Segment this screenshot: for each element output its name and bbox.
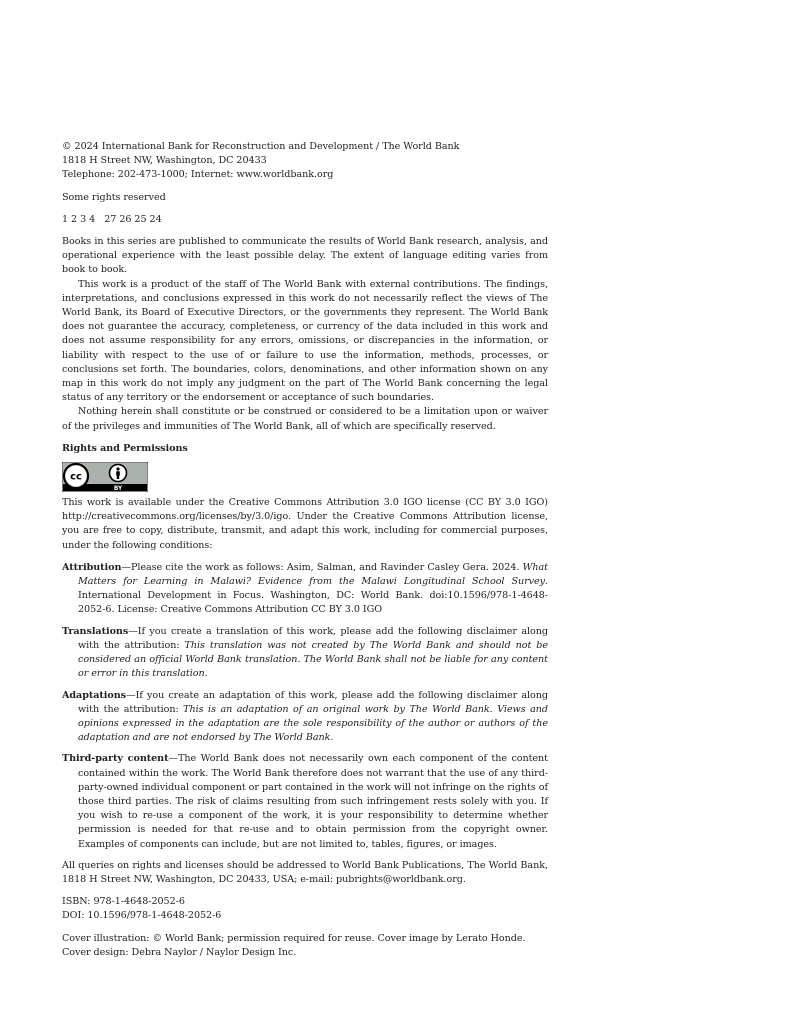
third-party-term: Third-party content [62,753,169,765]
intro-section [62,235,548,434]
license-text: This work is available under the Creative Commons Attribution 3.0 IGO license (CC BY 3.0 IGO) http://creativecommons.org/licenses/by/3.0/igo. Under the Creative Commons Attribution license, you are free to copy, distribute, transmit, and adapt this work, including for commercial purposes, under the following conditions: [62,497,548,551]
contact-line: Telephone: 202-473-1000; Internet: www.worldbank.org [62,169,334,181]
rights-heading: Rights and Permissions [62,442,188,454]
copyright-block [62,140,548,183]
intro-paragraph-2: This work is a product of the staff of The World Bank with external contributions. The findings, interpretations, and conclusions expressed in this work do not necessarily reflect the views of The World Bank, its Board of Executive Directors, or the governments they represent. The World Bank does not guarantee the accuracy, completeness, or currency of the data included in this work and does not assume responsibility for any errors, omissions, or discrepancies in the information, or liability with respect to the use of or failure to use the information, methods, processes, or conclusions set forth. The boundaries, colors, denominations, and other information shown on any map in this work do not imply any judgment on the part of The World Bank concerning the legal status of any territory or the endorsement or acceptance of such boundaries. [62,278,548,404]
attribution-text-b: . International Development in Focus. Washington, DC: World Bank. doi:10.1596/978-1-4648-2052-6. License: Creative Commons Attribution CC BY 3.0 IGO [78,576,548,616]
isbn: ISBN: 978-1-4648-2052-6 [62,896,185,908]
third-party-clause [62,752,548,851]
address-line: 1818 H Street NW, Washington, DC 20433 [62,155,267,167]
adaptations-clause [62,689,548,746]
cover-design-credit: Cover design: Debra Naylor / Naylor Design Inc. [62,946,297,958]
cc-by-license-badge [62,462,148,492]
third-party-text: —The World Bank does not necessarily own each component of the content contained within the work. The World Bank therefore does not warrant that the use of any third-party-owned individual component or part contained in the work will not infringe on the rights of those third parties. The risk of claims resulting from such infringement rests solely with you. If you wish to re-use a component of the work, it is your responsibility to determine whether permission is needed for that re-use and to obtain permission from the copyright owner. Examples of components can include, but are not limited to, tables, figures, or images. [78,753,548,850]
queries-text: All queries on rights and licenses should be addressed to World Bank Publications, The World Bank, 1818 H Street NW, Washington, DC 20433, USA; e-mail: pubrights@worldbank.org. [62,859,548,885]
svg-text:cc: cc [70,471,82,483]
doi: DOI: 10.1596/978-1-4648-2052-6 [62,910,222,922]
translations-text: —If you create a translation of this work, please add the following disclaimer along with the attribution: [78,625,548,651]
copyright-page [62,140,548,960]
translations-term: Translations [62,625,129,637]
by-label: BY [113,485,123,492]
adaptations-term: Adaptations [62,689,127,701]
cover-credits [62,932,548,960]
print-line: 1 2 3 4 27 26 25 24 [62,213,162,225]
attribution-term: Attribution [62,561,122,573]
person-icon [110,465,127,482]
attribution-clause [62,561,548,618]
translations-clause [62,625,548,682]
attribution-title: What Matters for Learning in Malawi? Evidence from the Malawi Longitudinal School Survey [78,561,548,588]
copyright-line: © 2024 International Bank for Reconstruction and Development / The World Bank [62,141,460,152]
adaptations-disclaimer: This is an adaptation of an original work by The World Bank. Views and opinions expressed in the adaptation are the sole responsibility of the author or authors of the adaptation and are not endorsed by The World Bank. [78,703,548,744]
identifiers-block [62,895,548,923]
cc-icon [64,464,88,488]
translations-disclaimer: This translation was not created by The World Bank and should not be considered an official World Bank translation. The World Bank shall not be liable for any content or error in this translation. [78,639,549,680]
adaptations-text: —If you create an adaptation of this work, please add the following disclaimer along with the attribution: [78,689,548,715]
intro-paragraph-1: Books in this series are published to communicate the results of World Bank research, analysis, and operational experience with the least possible delay. The extent of language editing varies from book to book. [62,236,548,276]
rights-reserved: Some rights reserved [62,191,166,203]
cover-illustration-credit: Cover illustration: © World Bank; permission required for reuse. Cover image by Lerato Honde. [62,932,526,944]
intro-paragraph-3: Nothing herein shall constitute or be construed or considered to be a limitation upon or waiver of the privileges and immunities of The World Bank, all of which are specifically reserved. [62,406,548,432]
attribution-text-a: —Please cite the work as follows: Asim, Salman, and Ravinder Casley Gera. 2024. [121,561,523,573]
